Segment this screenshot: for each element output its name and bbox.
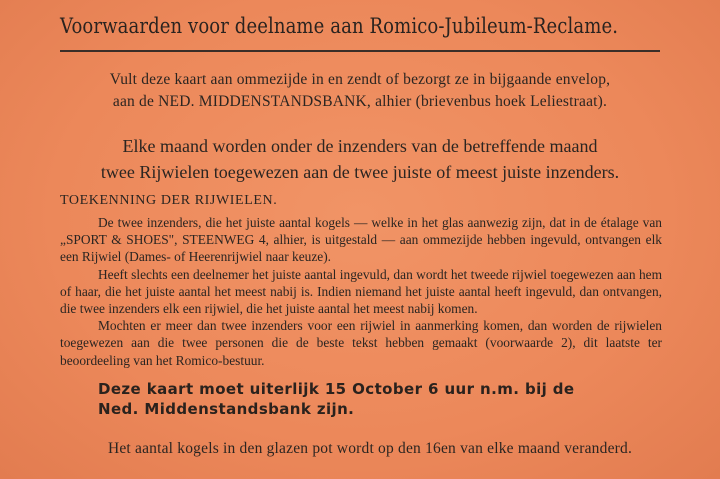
title-underline <box>60 50 660 52</box>
intro-line-1: Vult deze kaart aan ommezijde in en zendt of bezorgt ze in bijgaande envelop, <box>109 71 611 88</box>
deadline-line-2: Ned. Middenstandsbank zijn. <box>98 400 355 418</box>
monthly-line-1: Elke maand worden onder de inzenders van de betreffende maand <box>122 136 598 156</box>
intro-line-2: aan de NED. MIDDENSTANDSBANK, alhier (brievenbus hoek Leliestraat). <box>112 93 608 110</box>
rules-paragraph-2: Heeft slechts een deelnemer het juiste aantal ingevuld, dan wordt het tweede rijwiel toegewezen aan hem of haar, die het juiste aantal het meest nabij is. Indien niemand het juiste aantal heeft ingevuld, dan ontvangen, die twee inzenders elk een rijwiel, die het juiste aantal het meest nabij komen. <box>60 266 662 317</box>
rules-text <box>60 214 662 369</box>
deadline-line-1: Deze kaart moet uiterlijk 15 October 6 uur n.m. bij de <box>98 380 575 398</box>
deadline-notice <box>98 379 658 419</box>
rules-paragraph-3: Mochten er meer dan twee inzenders voor een rijwiel in aanmerking komen, dan worden de rijwielen toegewezen aan die twee personen die de beste tekst hebben gemaakt (voorwaarde 2), dit laatste ter beoordeeling van het Romico-bestuur. <box>60 318 662 368</box>
monthly-line-2: twee Rijwielen toegewezen aan de twee juiste of meest juiste inzenders. <box>100 162 620 182</box>
footer-note: Het aantal kogels in den glazen pot wordt op den 16en van elke maand veranderd. <box>107 440 633 457</box>
section-heading: TOEKENNING DER RIJWIELEN. <box>60 193 278 208</box>
monthly-award-paragraph <box>60 133 660 185</box>
rules-paragraph-1: De twee inzenders, die het juiste aantal kogels — welke in het glas aanwezig zijn, dat in de étalage van „SPORT & SHOES", STEENWEG 4, alhier, is uitgestald — aan ommezijde hebben ingevuld, ontvangen elk een Rijwiel (Dames- of Heerenrijwiel naar keuze). <box>60 215 662 265</box>
intro-paragraph <box>60 69 660 113</box>
page-title: Voorwaarden voor deelname aan Romico-Jubileum-Reclame. <box>60 14 619 38</box>
